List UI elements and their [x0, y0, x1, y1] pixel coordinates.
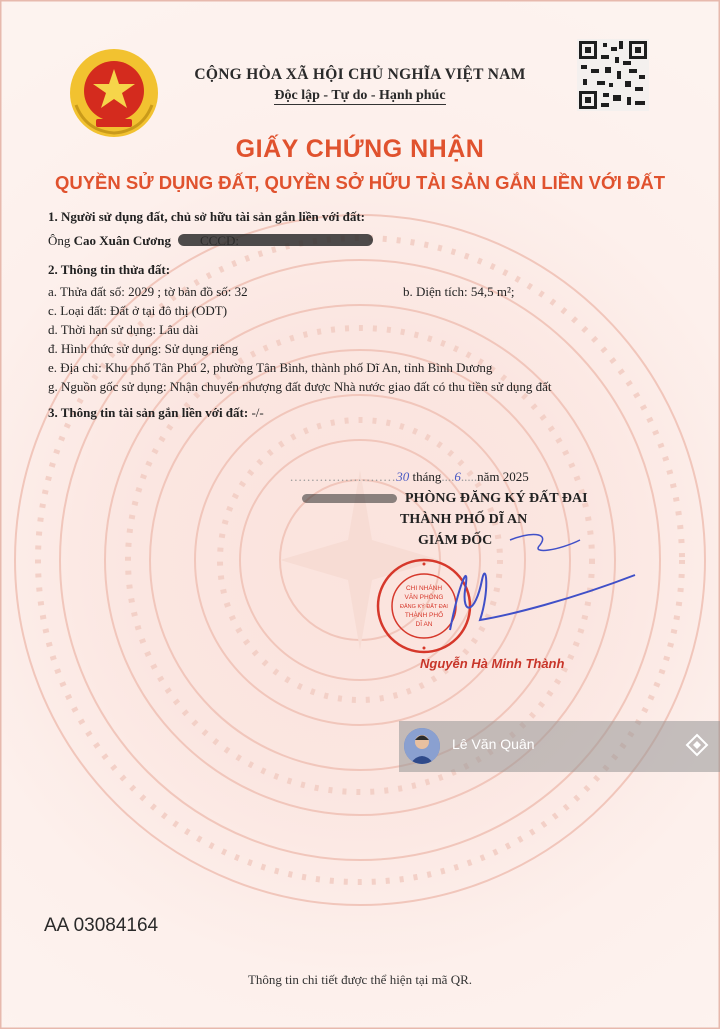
- redaction-mark-2: [302, 494, 397, 503]
- certificate-title: GIẤY CHỨNG NHẬN: [235, 135, 485, 163]
- stamp-line2: VĂN PHÒNG: [404, 594, 444, 601]
- footer-note: Thông tin chi tiết được thể hiện tại mã QR.: [247, 972, 473, 987]
- section1-heading: 1. Người sử dụng đất, chủ sở hữu tài sản gắn liền với đất:: [48, 209, 365, 224]
- usage-origin: g. Nguồn gốc sử dụng: Nhận chuyển nhượng đất được Nhà nước giao đất có thu tiền sử dụng đất: [48, 379, 552, 394]
- address: e. Địa chỉ: Khu phố Tân Phú 2, phường Tân Bình, thành phố Dĩ An, tỉnh Bình Dương: [48, 360, 493, 375]
- signature-mark: [420, 520, 650, 660]
- overlay-user-name: Lê Văn Quân: [452, 736, 535, 752]
- stamp-line5: DĨ AN: [415, 621, 433, 628]
- user-watermark-badge: [399, 721, 720, 772]
- section3-value: -/-: [251, 405, 264, 420]
- stamp-line4: THÀNH PHỐ: [404, 612, 444, 619]
- section3-line: [48, 405, 264, 421]
- section3-heading: 3. Thông tin tài sản gắn liền với đất:: [48, 405, 249, 420]
- qr-code-icon: [577, 39, 649, 111]
- date-day: 30: [396, 469, 410, 484]
- owner-line: [48, 233, 171, 249]
- country-header: CỘNG HÒA XÃ HỘI CHỦ NGHĨA VIỆT NAM: [194, 66, 526, 83]
- section2-heading: 2. Thông tin thửa đất:: [48, 262, 171, 277]
- diamond-logo-icon: [684, 732, 710, 758]
- usage-term: d. Thời hạn sử dụng: Lâu dài: [48, 322, 199, 337]
- avatar: [404, 728, 440, 764]
- motto: Độc lập - Tự do - Hạnh phúc: [274, 88, 446, 103]
- position-title: GIÁM ĐỐC: [418, 533, 493, 548]
- land-type: c. Loại đất: Đất ở tại đô thị (ODT): [48, 303, 228, 318]
- date-month-word: tháng: [412, 469, 442, 484]
- date-year: năm 2025: [477, 469, 529, 484]
- owner-prefix: Ông: [48, 233, 71, 248]
- usage-form: đ. Hình thức sử dụng: Sử dụng riêng: [48, 341, 239, 356]
- parcel-area: b. Diện tích: 54,5 m²;: [403, 284, 515, 299]
- parcel-number: a. Thửa đất số: 2029 ; tờ bản đồ số: 32: [48, 284, 248, 299]
- stamp-line3: ĐĂNG KÝ ĐẤT ĐAI: [400, 604, 448, 610]
- owner-name: Cao Xuân Cương: [73, 233, 171, 248]
- redaction-mark: [178, 234, 373, 246]
- national-emblem-icon: [66, 45, 162, 141]
- signer-name: Nguyễn Hà Minh Thành: [420, 656, 565, 671]
- serial-number: AA 03084164: [44, 915, 159, 936]
- certificate-subtitle: QUYỀN SỬ DỤNG ĐẤT, QUYỀN SỞ HỮU TÀI SẢN GẮN LIỀN VỚI ĐẤT: [54, 172, 666, 193]
- date-month: 6: [454, 469, 461, 484]
- stamp-line1: CHI NHÁNH: [405, 585, 443, 592]
- office-line2: THÀNH PHỐ DĨ AN: [400, 512, 528, 527]
- office-line1: PHÒNG ĐĂNG KÝ ĐẤT ĐAI: [405, 491, 588, 506]
- sign-date: .........................30 tháng....6.....năm 2025: [290, 469, 529, 484]
- avatar-icon: [404, 728, 440, 764]
